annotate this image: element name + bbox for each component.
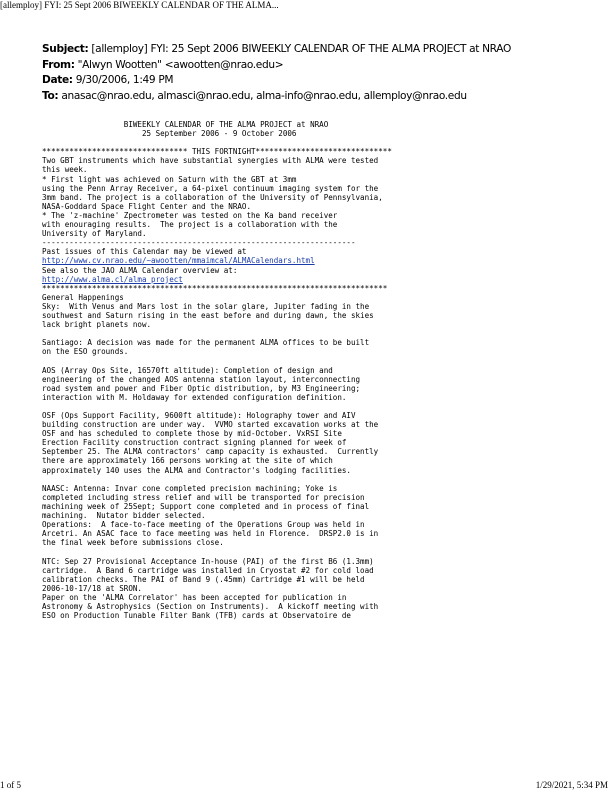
to-row — [42, 89, 602, 105]
calendar-dates: 25 September 2006 - 9 October 2006 — [141, 129, 297, 139]
blank-line — [42, 138, 602, 147]
from-label: From: — [42, 58, 75, 71]
to-value: anasac@nrao.edu, almasci@nrao.edu, alma-info@nrao.edu, allemploy@nrao.edu — [61, 89, 467, 102]
from-row — [42, 58, 602, 74]
email-headers — [42, 42, 602, 104]
see-also-line — [42, 275, 602, 284]
calendar-dates-line — [42, 129, 602, 138]
page-number: 1 of 5 — [0, 780, 21, 790]
date-value: 9/30/2006, 1:49 PM — [75, 74, 174, 86]
see-also-link[interactable]: http://www.alma.cl/alma_project — [42, 274, 183, 284]
subject-row — [42, 42, 602, 58]
message-body — [42, 120, 602, 620]
calendar-title-line — [42, 120, 602, 129]
general-happenings-section: **************************************************************************** General Happenings Sky: With Venus and Mars lost in the solar glare, Jupiter fading in the southwest and Saturn rising in the east before and during dawn, the skies lack bright planets now. Santiago: A decision was made for the permanent ALMA offices to be built on the ESO grounds. AOS (Array Ops Site, 16570ft altitude): Completion of design and engineering of the changed AOS antenna station layout, interconnecting road system and power and Fiber Optic distribution, by M3 Engineering; interaction with M. Holdaway for extended configuration definition. OSF (Ops Support Facility, 9600ft altitude): Holography tower and AIV building construction are under way. VVMO started excavation works at the OSF and has scheduled to complete those by mid-October. VxRSI Site Erection Facility construction contract signing planned for week of September 25. The ALMA contractors' camp capacity is exhausted. Currently there are approximately 166 persons working at the site of which approximately 140 uses the ALMA and Contractor's lodging facilities. NAASC: Antenna: Invar cone completed precision machining; Yoke is completed including stress relief and will be transported for precision machining week of 25Sept; Support cone completed and in process of final machining. Nutator bidder selected. Operations: A face-to-face meeting of the Operations Group was held in Arcetri. An ASAC face to face meeting was held in Florence. DRSP2.0 is in the final week before submissions close. NTC: Sep 27 Provisional Acceptance In-house (PAI) of the first B6 (1.3mm) cartridge. A Band 6 cartridge was installed in Cryostat #2 for cold load calibration checks. The PAI of Band 9 (.45mm) Cartridge #1 will be held 2006-10-17/18 at SRON. Paper on the 'ALMA Correlator' has been accepted for publication in Astronomy & Astrophysics (Section on Instruments). A kickoff meeting with ESO on Production Tunable Filter Bank (TFB) cards at Observatoire de — [42, 283, 388, 621]
date-row — [42, 73, 602, 89]
see-also-text: See also the JAO ALMA Calendar overview at: — [42, 265, 238, 275]
past-issues-link[interactable]: http://www.cv.nrao.edu/~awootten/mmaimcal/ALMACalendars.html — [42, 256, 315, 266]
date-label: Date: — [42, 74, 73, 86]
past-issues-line — [42, 256, 602, 265]
print-timestamp: 1/29/2021, 5:34 PM — [535, 780, 608, 790]
subject-label: Subject: — [42, 43, 89, 55]
calendar-title: BIWEEKLY CALENDAR OF THE ALMA PROJECT at NRAO — [123, 120, 329, 129]
past-issues-text: Past issues of this Calendar may be viewed at — [42, 247, 247, 257]
this-fortnight-section: ******************************** THIS FORTNIGHT****************************** Two GBT instruments which have substantial synergies with ALMA were tested this week. * First light was achieved on Saturn with the GBT at 3mm using the Penn Array Receiver, a 64-pixel continuum imaging system for the 3mm band. The project is a collaboration of the University of Pennsylvania, NASA-Goddard Space Flight Center and the NRAO. * The 'z-machine' Zpectrometer was tested on the Ka band receiver with enouraging results. The project is a collaboration with the University of Maryland. --------------------------------------------------------------------- — [42, 147, 392, 248]
subject-value: [allemploy] FYI: 25 Sept 2006 BIWEEKLY CALENDAR OF THE ALMA PROJECT at NRAO — [91, 43, 511, 55]
from-value: "Alwyn Wootten" <awootten@nrao.edu> — [77, 58, 284, 71]
to-label: To: — [42, 89, 59, 102]
print-header: [allemploy] FYI: 25 Sept 2006 BIWEEKLY CALENDAR OF THE ALMA... — [0, 0, 279, 10]
